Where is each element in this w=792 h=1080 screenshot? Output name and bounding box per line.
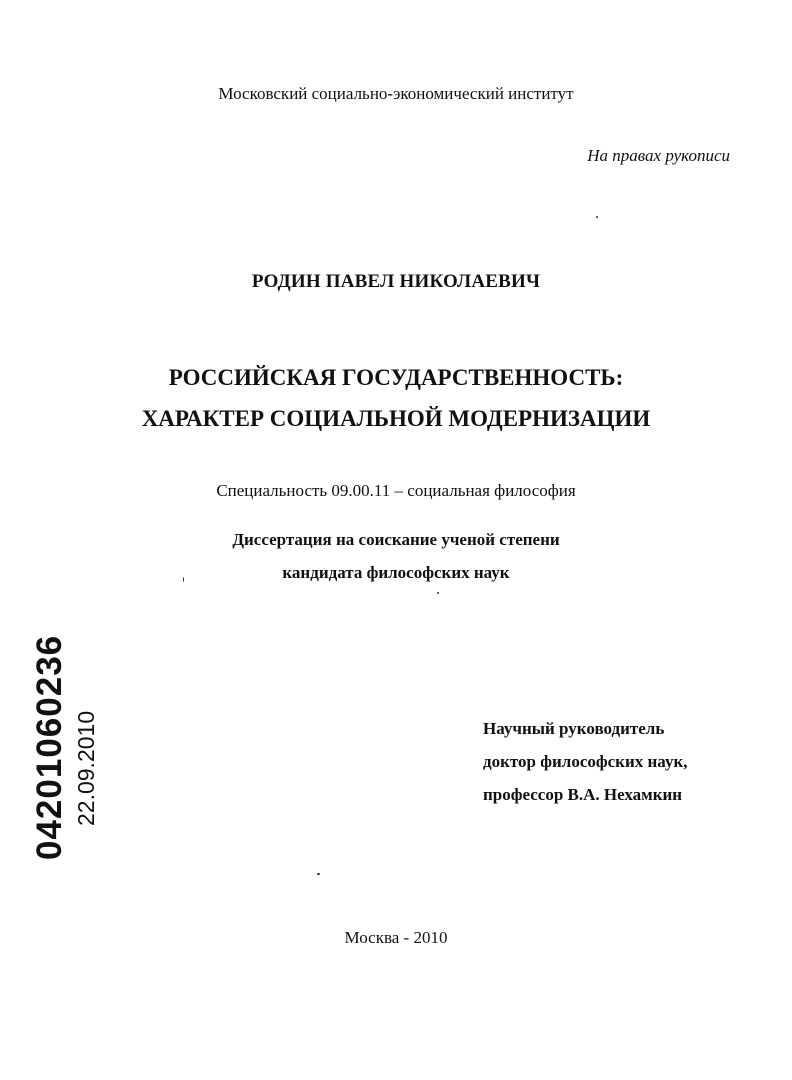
stamp-date: 22.09.2010 [73,710,99,826]
city-year: Москва - 2010 [344,928,448,947]
institute-name: Московский социально-экономический институт [218,84,574,103]
scan-speck [437,592,439,594]
advisor-line-1: Научный руководитель [483,719,665,738]
advisor-line-2: доктор философских наук, [483,752,688,771]
stamp-number: 04201060236 [30,634,69,860]
title-line-1: РОССИЙСКАЯ ГОСУДАРСТВЕННОСТЬ: [168,365,624,390]
scan-speck [317,873,320,875]
manuscript-note: На правах рукописи [587,146,730,165]
dissertation-line-1: Диссертация на соискание ученой степени [232,530,560,549]
author-name: РОДИН ПАВЕЛ НИКОЛАЕВИЧ [251,271,541,292]
scan-speck [596,216,598,218]
title-line-2: ХАРАКТЕР СОЦИАЛЬНОЙ МОДЕРНИЗАЦИИ [141,406,651,431]
scan-speck [183,577,184,582]
specialty-line: Специальность 09.00.11 – социальная философия [216,481,576,500]
dissertation-line-2: кандидата философских наук [282,563,510,582]
advisor-line-3: профессор В.А. Нехамкин [483,785,683,804]
